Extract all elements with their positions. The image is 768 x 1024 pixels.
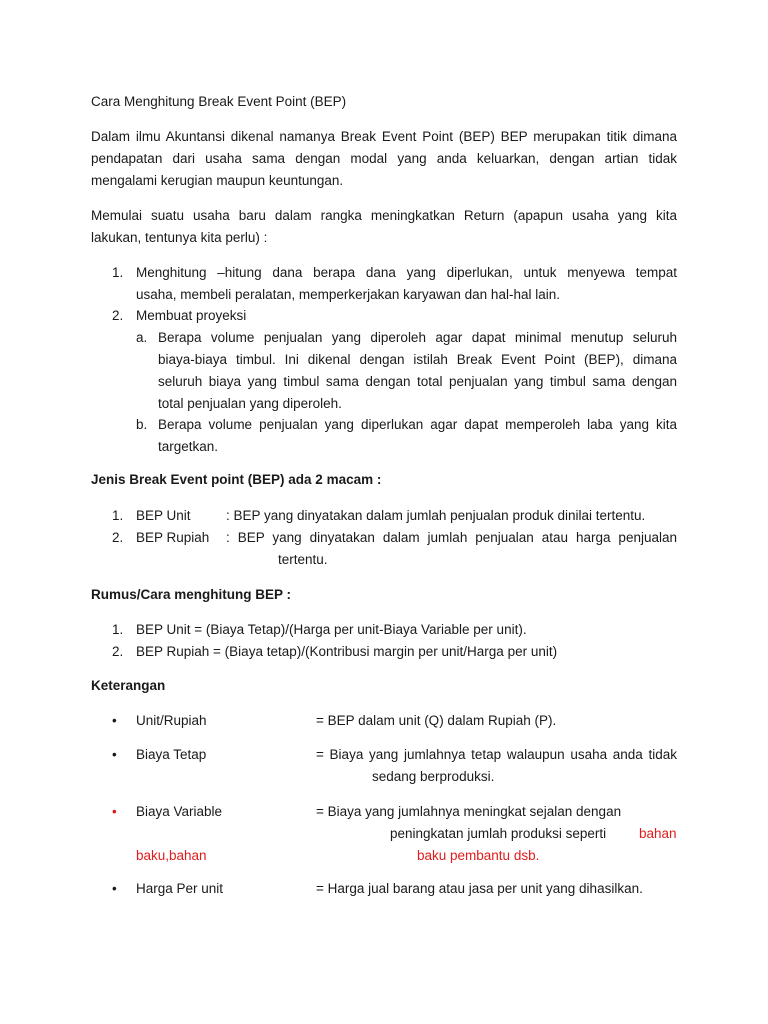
note-highlight: bahan [639,826,677,841]
sublist-letter: b. [136,417,148,432]
bullet: • [112,747,117,762]
note-definition-line: peningkatan jumlah produksi seperti [390,826,607,841]
page-title: Cara Menghitung Break Event Point (BEP) [91,94,347,109]
note-definition-line: sedang berproduksi. [372,769,495,784]
formula-text: BEP Unit = (Biaya Tetap)/(Harga per unit-Biaya Variable per unit). [136,622,527,637]
section-heading: Rumus/Cara menghitung BEP : [91,587,292,602]
bullet: • [112,804,117,819]
type-label: BEP Rupiah [136,530,210,545]
start-paragraph [91,205,677,249]
sublist-item-text [158,414,677,458]
formula-text: BEP Rupiah = (Biaya tetap)/(Kontribusi margin per unit/Harga per unit) [136,644,558,659]
sublist-line: biaya-biaya timbul. Ini dikenal dengan istilah Break Event Point (BEP), dimana [158,352,677,367]
note-definition: = BEP dalam unit (Q) dalam Rupiah (P). [316,713,557,728]
note-definition-line: = Biaya yang jumlahnya meningkat sejalan dengan [316,804,622,819]
list-item-line: Menghitung –hitung dana berapa dana yang diperlukan, untuk menyewa tempat [136,265,677,280]
note-definition: = Harga jual barang atau jasa per unit yang dihasilkan. [316,881,643,896]
section-heading: Keterangan [91,678,166,693]
note-definition [316,744,677,766]
note-highlight: baku pembantu dsb. [417,848,540,863]
start-line: lakukan, tentunya kita perlu) : [91,230,268,245]
note-term: Biaya Variable [136,804,223,819]
list-item-text: Membuat proyeksi [136,308,247,323]
intro-line: pendapatan dari usaha sama dengan modal yang anda keluarkan, dengan artian tidak [91,151,677,166]
sublist-line: total penjualan yang diperoleh. [158,396,342,411]
sublist-line: seluruh biaya yang timbul sama dengan total penjualan yang timbul sama dengan [158,374,677,389]
type-definition: : BEP yang dinyatakan dalam jumlah penjualan produk dinilai tertentu. [226,508,646,523]
bullet: • [112,881,117,896]
list-number: 2. [112,644,124,659]
type-definition-line: : BEP yang dinyatakan dalam jumlah penjualan atau harga penjualan [226,530,677,545]
intro-line: Dalam ilmu Akuntansi dikenal namanya Break Event Point (BEP) BEP merupakan titik dimana [91,129,677,144]
section-heading: Jenis Break Event point (BEP) ada 2 macam : [91,472,382,487]
intro-line: mengalami kerugian maupun keuntungan. [91,173,344,188]
note-definition-line: = Biaya yang jumlahnya tetap walaupun usaha anda tidak [316,747,677,762]
sublist-letter: a. [136,330,148,345]
sublist-line: Berapa volume penjualan yang diperlukan agar dapat memperoleh laba yang kita [158,417,677,432]
type-definition [226,527,677,549]
start-line: Memulai suatu usaha baru dalam rangka meningkatkan Return (apapun usaha yang kita [91,208,677,223]
sublist-line: Berapa volume penjualan yang diperoleh agar dapat minimal menutup seluruh [158,330,677,345]
intro-paragraph [91,126,677,192]
list-item-line: usaha, membeli peralatan, memperkerjakan karyawan dan hal-hal lain. [136,287,560,302]
list-number: 1. [112,265,124,280]
note-term: Unit/Rupiah [136,713,207,728]
list-number: 2. [112,308,124,323]
bullet: • [112,713,117,728]
list-number: 1. [112,622,124,637]
list-item-text [136,262,677,306]
type-definition-line: tertentu. [278,552,328,567]
sublist-line: targetkan. [158,439,219,454]
note-highlight: baku,bahan [136,848,207,863]
type-label: BEP Unit [136,508,191,523]
note-term: Harga Per unit [136,881,224,896]
sublist-item-text [158,327,677,415]
list-number: 1. [112,508,124,523]
list-number: 2. [112,530,124,545]
note-term: Biaya Tetap [136,747,207,762]
